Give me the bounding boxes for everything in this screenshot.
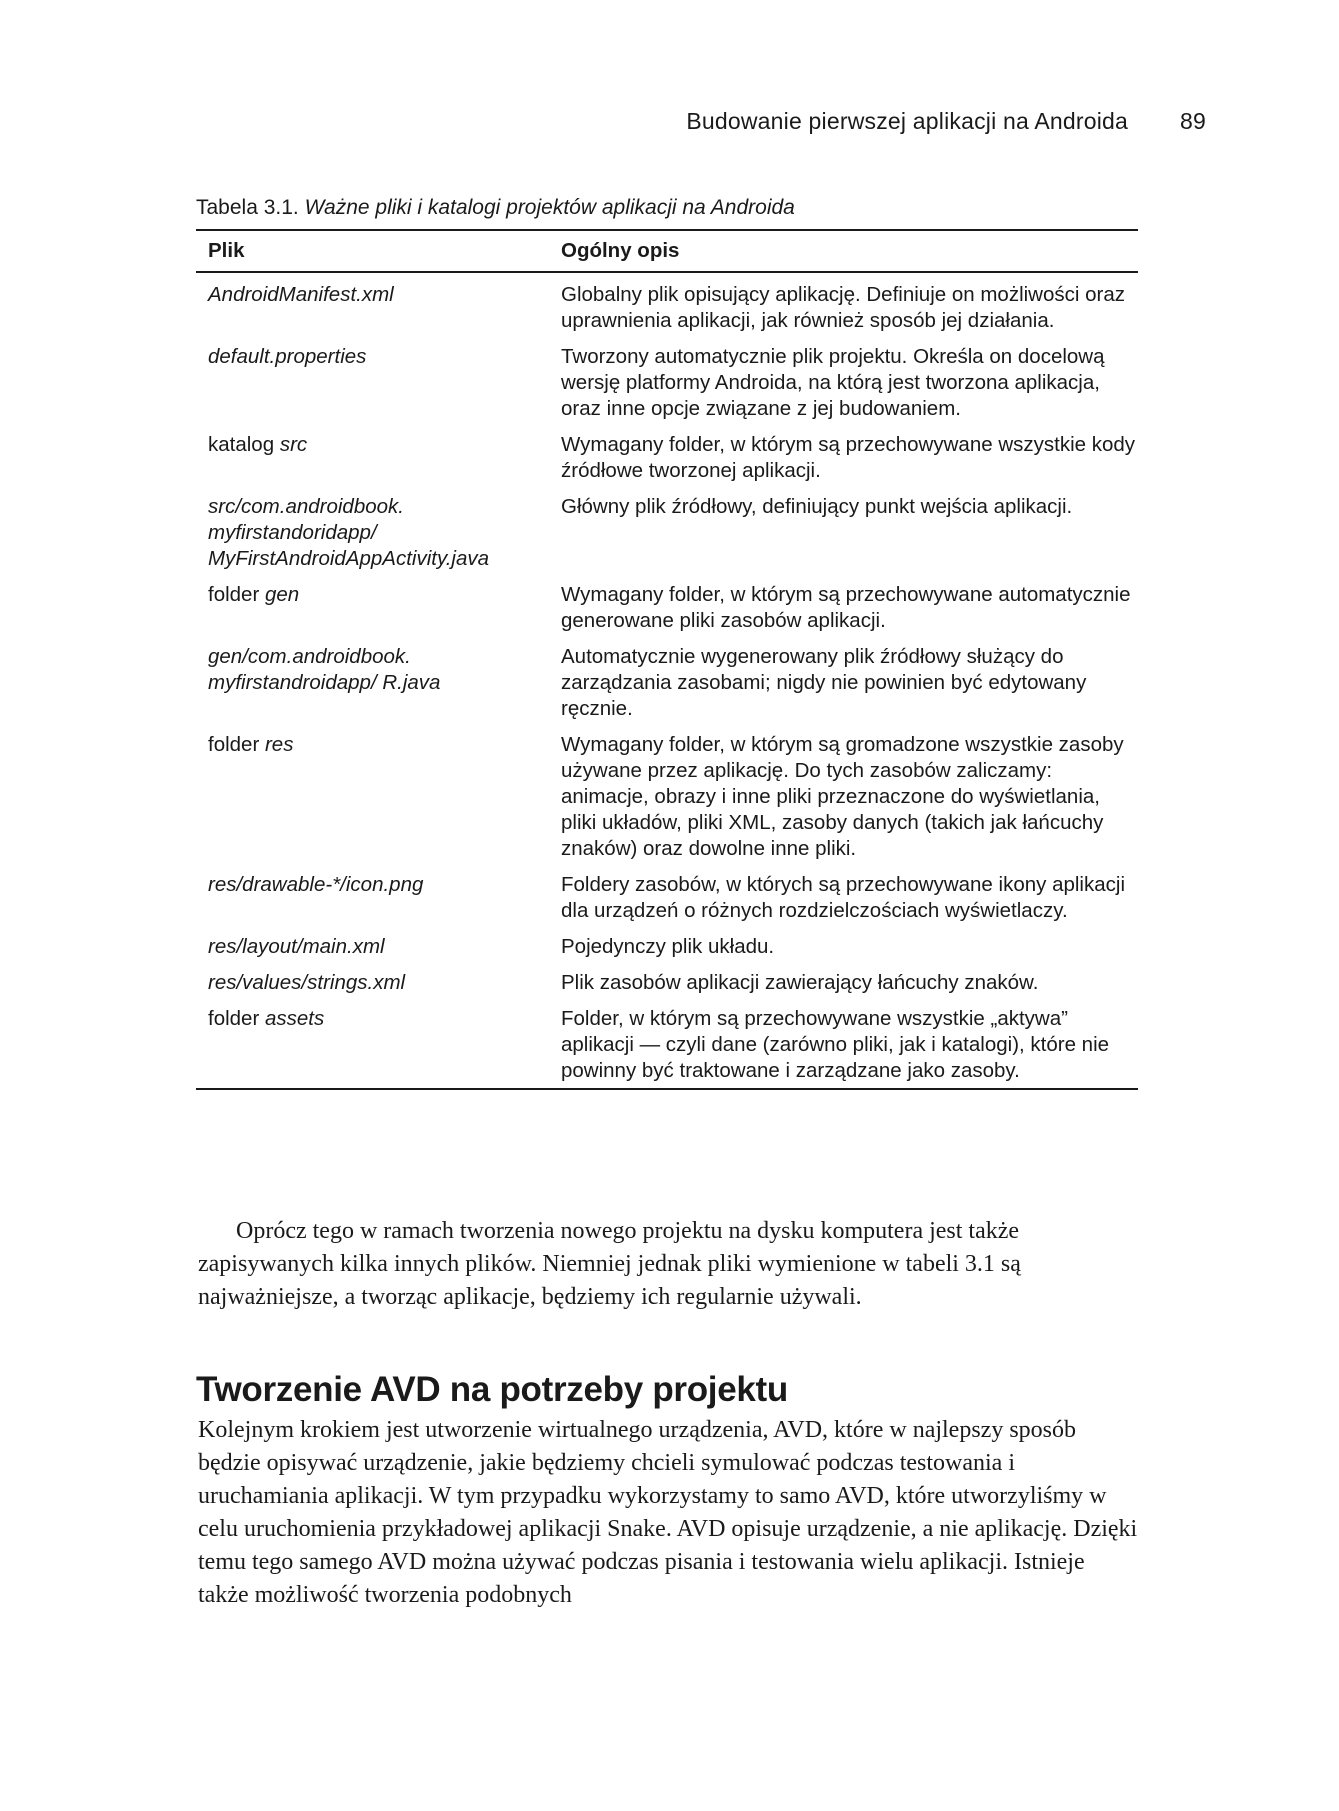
description-cell: Wymagany folder, w którym są przechowywane wszystkie kody źródłowe tworzonej aplikacji. bbox=[561, 433, 1136, 482]
files-table bbox=[196, 229, 1138, 1090]
file-name: src bbox=[279, 433, 308, 456]
running-head-title: Budowanie pierwszej aplikacji na Androida bbox=[686, 108, 1128, 134]
file-name: src/com.androidbook. myfirstandoridapp/ MyFirstAndroidAppActivity.java bbox=[208, 495, 490, 570]
table-row bbox=[196, 966, 1138, 1002]
table-row bbox=[196, 578, 1138, 640]
table-row bbox=[196, 930, 1138, 966]
table-row bbox=[196, 272, 1138, 340]
page-number: 89 bbox=[1180, 108, 1206, 134]
body-paragraph-1: Oprócz tego w ramach tworzenia nowego projektu na dysku komputera jest także zapisywanych kilka innych plików. Niemniej jednak pliki wymienione w tabeli 3.1 są najważniejsze, a tworząc aplikacje, będziemy ich regularnie używali. bbox=[198, 1218, 1021, 1310]
file-name: default.properties bbox=[208, 345, 367, 368]
description-cell: Pojedynczy plik układu. bbox=[561, 935, 775, 958]
file-name: gen/com.androidbook. myfirstandroidapp/ R.java bbox=[208, 645, 441, 694]
file-cell bbox=[196, 490, 549, 578]
file-name: res/values/strings.xml bbox=[208, 971, 406, 994]
file-cell bbox=[196, 728, 549, 868]
running-head bbox=[196, 108, 1208, 140]
table-caption-title: Ważne pliki i katalogi projektów aplikacji na Androida bbox=[304, 196, 795, 219]
file-cell bbox=[196, 1002, 549, 1089]
file-cell bbox=[196, 930, 549, 966]
description-cell: Automatycznie wygenerowany plik źródłowy służący do zarządzania zasobami; nigdy nie powinien być edytowany ręcznie. bbox=[561, 645, 1087, 720]
file-name: AndroidManifest.xml bbox=[208, 283, 394, 306]
column-header-file: Plik bbox=[196, 230, 549, 272]
table-row bbox=[196, 728, 1138, 868]
file-name: res bbox=[264, 733, 294, 756]
file-name: res/layout/main.xml bbox=[208, 935, 385, 958]
table-row bbox=[196, 868, 1138, 930]
description-cell: Główny plik źródłowy, definiujący punkt wejścia aplikacji. bbox=[561, 495, 1073, 518]
file-prefix: folder bbox=[208, 1007, 265, 1030]
description-cell: Wymagany folder, w którym są przechowywane automatycznie generowane pliki zasobów aplikacji. bbox=[561, 583, 1131, 632]
table-row bbox=[196, 428, 1138, 490]
table-body bbox=[196, 272, 1138, 1089]
table-row bbox=[196, 640, 1138, 728]
description-cell: Foldery zasobów, w których są przechowywane ikony aplikacji dla urządzeń o różnych rozdzielczościach wyświetlaczy. bbox=[561, 873, 1126, 922]
file-name: gen bbox=[264, 583, 300, 606]
file-name: assets bbox=[264, 1007, 325, 1030]
file-cell bbox=[196, 428, 549, 490]
file-cell bbox=[196, 578, 549, 640]
file-cell bbox=[196, 340, 549, 428]
file-cell bbox=[196, 868, 549, 930]
table-row bbox=[196, 340, 1138, 428]
file-prefix: folder bbox=[208, 733, 265, 756]
table-header-row bbox=[196, 230, 1138, 272]
file-cell bbox=[196, 272, 549, 340]
table-caption-label: Tabela 3.1. bbox=[196, 196, 299, 219]
body-paragraph-2: Kolejnym krokiem jest utworzenie wirtualnego urządzenia, AVD, które w najlepszy sposób będzie opisywać urządzenie, jakie będziemy chcieli symulować podczas testowania i uruchamiania aplikacji. W tym przypadku wykorzystamy to samo AVD, które utworzyliśmy w celu uruchomienia przykładowej aplikacji Snake. AVD opisuje urządzenie, a nie aplikację. Dzięki temu tego samego AVD można używać podczas pisania i testowania wielu aplikacji. Istnieje także możliwość tworzenia podobnych bbox=[198, 1417, 1138, 1608]
table-row bbox=[196, 490, 1138, 578]
file-cell bbox=[196, 640, 549, 728]
table-row bbox=[196, 1002, 1138, 1089]
section-heading: Tworzenie AVD na potrzeby projektu bbox=[196, 1370, 788, 1409]
description-cell: Globalny plik opisujący aplikację. Definiuje on możliwości oraz uprawnienia aplikacji, jak również sposób jej działania. bbox=[561, 283, 1126, 332]
file-prefix: folder bbox=[208, 583, 265, 606]
description-cell: Plik zasobów aplikacji zawierający łańcuchy znaków. bbox=[561, 971, 1039, 994]
table-caption bbox=[196, 196, 795, 220]
file-prefix: katalog bbox=[208, 433, 280, 456]
description-cell: Tworzony automatycznie plik projektu. Określa on docelową wersję platformy Androida, na którą jest tworzona aplikacja, oraz inne opcje związane z jej budowaniem. bbox=[561, 345, 1105, 420]
description-cell: Folder, w którym są przechowywane wszystkie „aktywa” aplikacji — czyli dane (zarówno pliki, jak i katalogi), które nie powinny być traktowane i zarządzane jako zasoby. bbox=[549, 1002, 1138, 1089]
description-cell: Wymagany folder, w którym są gromadzone wszystkie zasoby używane przez aplikację. Do tych zasobów zaliczamy: animacje, obrazy i inne pliki przeznaczone do wyświetlania, pliki układów, pliki XML, zasoby danych (takich jak łańcuchy znaków) oraz dowolne inne pliki. bbox=[561, 733, 1124, 860]
file-name: res/drawable-*/icon.png bbox=[208, 873, 424, 896]
column-header-description: Ogólny opis bbox=[549, 230, 1138, 272]
file-cell bbox=[196, 966, 549, 1002]
